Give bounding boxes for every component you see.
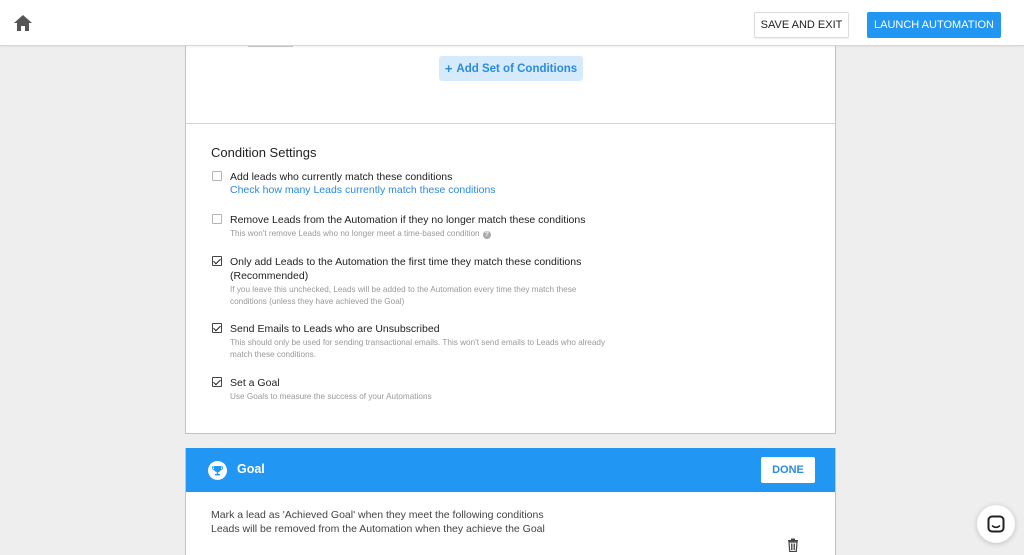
option-description-text: This won't remove Leads who no longer meet a time-based condition [230,229,480,238]
set-goal-checkbox[interactable] [212,377,222,387]
help-icon[interactable]: ? [483,231,491,239]
option-label: Only add Leads to the Automation the first time they match these conditions (Recommended) [230,256,582,282]
condition-settings-title: Condition Settings [211,145,317,160]
trash-icon[interactable] [787,538,799,552]
add-set-label: Add Set of Conditions [456,62,578,75]
section-divider [186,123,835,124]
goal-header [186,448,835,492]
conditions-card [185,44,836,434]
option-description [230,228,610,240]
plus-icon: + [444,61,453,76]
save-and-exit-button[interactable]: SAVE AND EXIT [754,12,849,38]
option-label: Send Emails to Leads who are Unsubscribed [230,323,440,335]
add-set-of-conditions-button[interactable] [439,56,583,81]
trophy-icon [208,461,227,480]
check-matching-leads-link[interactable]: Check how many Leads currently match these conditions [230,184,496,196]
option-label: Set a Goal [230,377,280,389]
launch-automation-button[interactable]: LAUNCH AUTOMATION [867,12,1001,38]
goal-title: Goal [237,462,265,476]
option-description: If you leave this unchecked, Leads will be added to the Automation every time they match these conditions (unless they have achieved the Goal) [230,285,577,306]
option-label: Remove Leads from the Automation if they no longer match these conditions [230,214,586,226]
top-bar [0,0,1024,46]
chat-launcher-button[interactable] [977,505,1015,543]
add-current-leads-checkbox[interactable] [212,171,222,181]
home-icon[interactable] [12,13,34,33]
remove-leads-checkbox[interactable] [212,214,222,224]
goal-description-line: Mark a lead as 'Achieved Goal' when they meet the following conditions [211,509,544,521]
first-time-only-checkbox[interactable] [212,256,222,266]
option-description: This should only be used for sending transactional emails. This won't send emails to Leads who already match these conditions. [230,338,606,359]
done-button[interactable]: DONE [761,457,815,483]
chat-icon [987,515,1005,533]
send-unsubscribed-checkbox[interactable] [212,323,222,333]
goal-description-line: Leads will be removed from the Automation when they achieve the Goal [211,523,545,535]
option-label: Add leads who currently match these conditions [230,171,453,183]
option-description: Use Goals to measure the success of your Automations [230,392,432,401]
goal-card [185,448,836,555]
